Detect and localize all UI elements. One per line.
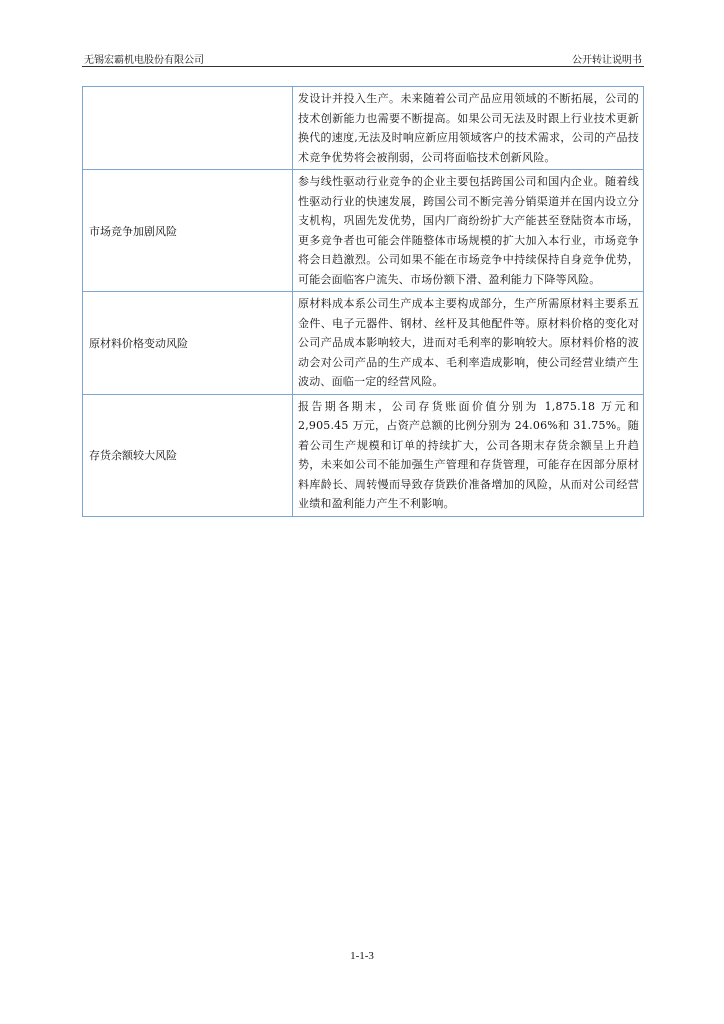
document-type: 公开转让说明书 <box>572 55 642 66</box>
risk-name-cell: 存货余额较大风险 <box>83 394 293 516</box>
risk-description-cell: 发设计并投入生产。未来随着公司产品应用领域的不断拓展，公司的技术创新能力也需要不断提高。如果公司无法及时跟上行业技术更新换代的速度,无法及时响应新应用领域客户的技术需求，公司的产品技术竞争优势将会被削弱，公司将面临技术创新风险。 <box>293 87 644 170</box>
risk-name-cell <box>83 87 293 170</box>
risk-name-cell: 市场竞争加剧风险 <box>83 170 293 292</box>
table-row <box>83 87 644 170</box>
risk-name-cell: 原材料价格变动风险 <box>83 292 293 395</box>
risk-table <box>82 86 644 517</box>
table-row <box>83 394 644 516</box>
risk-description-cell: 参与线性驱动行业竞争的企业主要包括跨国公司和国内企业。随着线性驱动行业的快速发展，跨国公司不断完善分销渠道并在国内设立分支机构，巩固先发优势，国内厂商纷纷扩大产能甚至登陆资本市场，更多竞争者也可能会伴随整体市场规模的扩大加入本行业，市场竞争将会日趋激烈。公司如果不能在市场竞争中持续保持自身竞争优势，可能会面临客户流失、市场份额下滑、盈利能力下降等风险。 <box>293 170 644 292</box>
risk-description-cell: 报告期各期末，公司存货账面价值分别为 1,875.18 万元和2,905.45 万元，占资产总额的比例分别为 24.06%和 31.75%。随着公司生产规模和订单的持续扩大，公司各期末存货余额呈上升趋势，未来如公司不能加强生产管理和存货管理，可能存在因部分原材料库龄长、周转慢而导致存货跌价准备增加的风险，从而对公司经营业绩和盈利能力产生不利影响。 <box>293 394 644 516</box>
table-row <box>83 170 644 292</box>
risk-description-cell: 原材料成本系公司生产成本主要构成部分，生产所需原材料主要系五金件、电子元器件、钢材、丝杆及其他配件等。原材料价格的变化对公司产品成本影响较大，进而对毛利率的影响较大。原材料价格的波动会对公司产品的生产成本、毛利率造成影响，使公司经营业绩产生波动、面临一定的经营风险。 <box>293 292 644 395</box>
page-number: 1-1-3 <box>350 950 374 962</box>
page-header <box>82 50 644 67</box>
table-row <box>83 292 644 395</box>
company-name: 无锡宏霸机电股份有限公司 <box>84 55 204 66</box>
